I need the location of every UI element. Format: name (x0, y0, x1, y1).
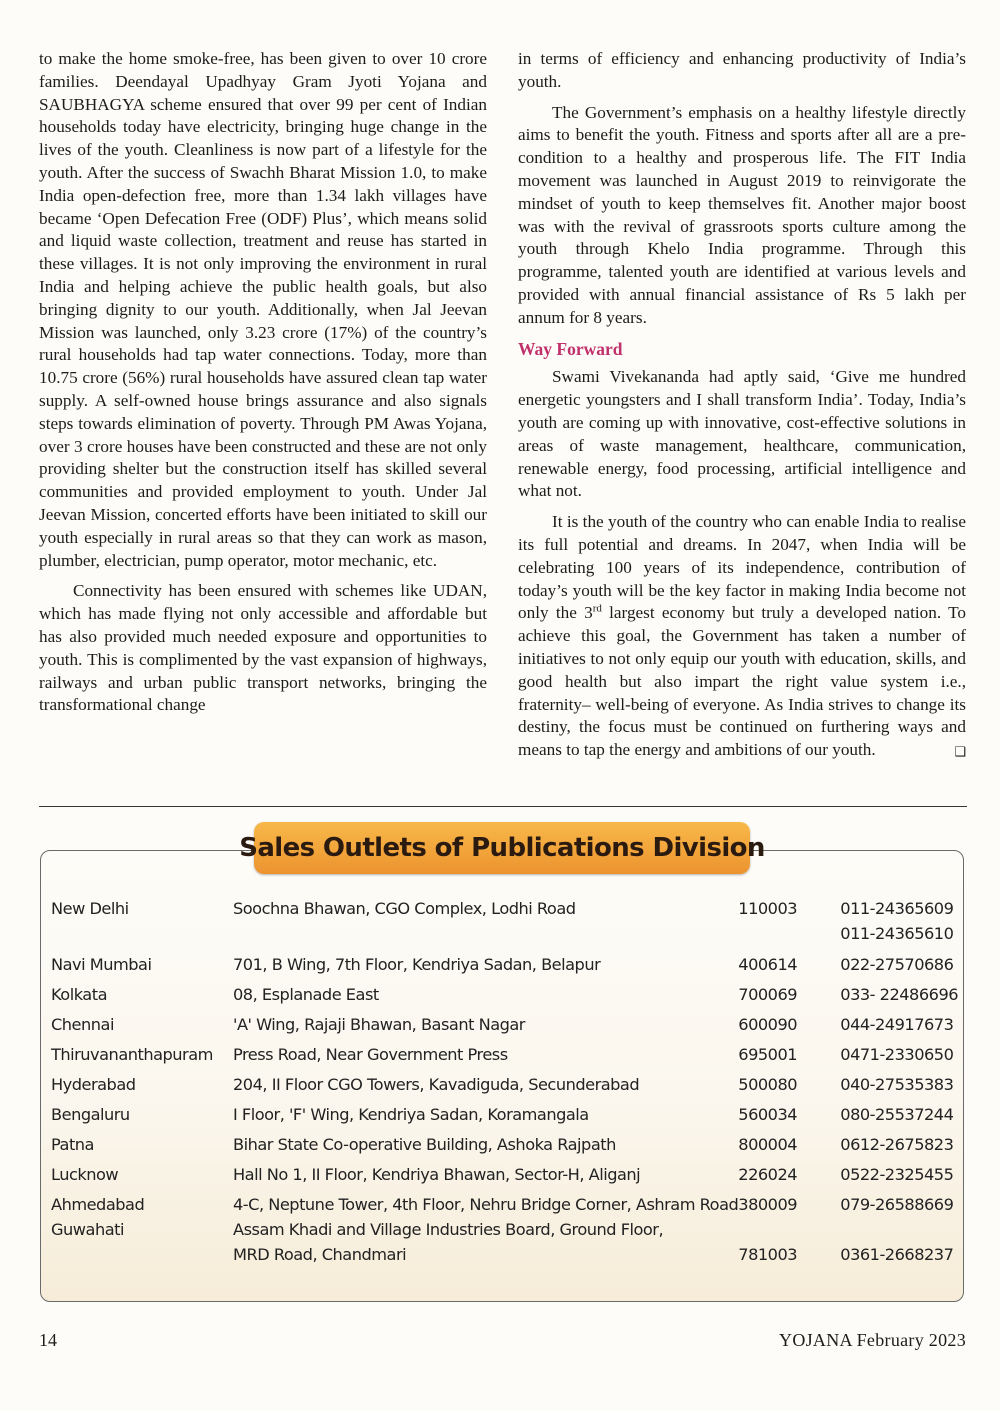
outlets-table (51, 896, 980, 1267)
outlet-city-line: Kolkata (51, 985, 107, 1004)
outlet-address-line: I Floor, 'F' Wing, Kendriya Sadan, Koramangala (233, 1105, 589, 1124)
outlet-pin (738, 1132, 840, 1162)
outlet-city (51, 896, 233, 952)
outlet-row (51, 1132, 980, 1162)
page-number: 14 (39, 1330, 57, 1350)
outlet-phone-line: 0361-2668237 (840, 1245, 954, 1264)
outlet-city (51, 1072, 233, 1102)
outlet-pin-line: 781003 (738, 1245, 798, 1264)
outlet-city-line: Chennai (51, 1015, 114, 1034)
outlet-city (51, 1132, 233, 1162)
end-of-article-icon: ❑ (954, 745, 966, 761)
outlet-phone-line: 033- 22486696 (840, 985, 959, 1004)
outlet-phone (840, 896, 980, 952)
left-paragraph-2: Connectivity has been ensured with schemes like UDAN, which has made flying not only accessible and affordable but has also provided much needed exposure and opportunities to youth. This is complimented by the vast expansion of highways, railways and urban public transport networks, bringing the transformational change (39, 581, 487, 715)
p4-superscript: rd (592, 602, 602, 615)
outlet-city-line: Thiruvananthapuram (51, 1045, 213, 1064)
outlets-title: Sales Outlets of Publications Division (254, 822, 750, 874)
outlet-address (233, 1102, 738, 1132)
outlet-city-line: Patna (51, 1135, 94, 1154)
right-paragraph-3: Swami Vivekananda had aptly said, ‘Give me hundred energetic youngsters and I shall transform India’. Today, India’s youth are coming up with innovative, cost-effective solutions in areas of waste management, healthcare, communication, renewable energy, food processing, artificial intelligence and what not. (518, 367, 966, 501)
outlet-city (51, 1042, 233, 1072)
outlet-phone-line: 079-26588669 (840, 1195, 954, 1214)
outlet-pin-line: 380009 (738, 1195, 798, 1214)
outlet-row (51, 1217, 980, 1267)
outlet-row (51, 952, 980, 982)
outlet-row (51, 1012, 980, 1042)
outlet-address (233, 1042, 738, 1072)
outlet-address-line: Soochna Bhawan, CGO Complex, Lodhi Road (233, 899, 576, 918)
outlet-pin (738, 1192, 840, 1217)
outlet-pin (738, 982, 840, 1012)
left-paragraph-1: to make the home smoke-free, has been given to over 10 crore families. Deendayal Upadhyay Gram Jyoti Yojana and SAUBHAGYA scheme ensured that over 99 per cent of Indian households today have electricity, bringing huge change in the lives of the youth. Cleanliness is now part of a lifestyle for the youth. After the success of Swachh Bharat Mission 1.0, to make India open-defection free, more than 1.34 lakh villages have became ‘Open Defecation Free (ODF) Plus’, which means solid and liquid waste collection, treatment and reuse has started in these villages. It is not only improving the environment in rural India and helping achieve the public health goals, but also bringing dignity to our youth. Additionally, when Jal Jeevan Mission was launched, only 3.23 crore (17%) of the country’s rural households had tap water connections. Today, more than 10.75 crore (56%) rural households have assured clean tap water supply. A self-owned house brings assurance and also signals steps towards elimination of poverty. Through PM Awas Yojana, over 3 crore houses have been constructed and these are not only providing shelter but the construction itself has skilled several communities and provided employment to youth. Under Jal Jeevan Mission, concerted efforts have been initiated to skill our youth especially in rural areas so that they can work as mason, plumber, electrician, pump operator, motor mechanic, etc. (39, 49, 487, 570)
outlet-pin (738, 1042, 840, 1072)
outlet-address-line: 204, II Floor CGO Towers, Kavadiguda, Secunderabad (233, 1075, 640, 1094)
outlet-city-line: Lucknow (51, 1165, 119, 1184)
outlet-city-line: Ahmedabad (51, 1195, 145, 1214)
outlet-pin (738, 952, 840, 982)
outlet-city (51, 982, 233, 1012)
outlet-phone (840, 1132, 980, 1162)
outlet-city (51, 1102, 233, 1132)
outlet-phone (840, 1102, 980, 1132)
outlet-pin-line: 695001 (738, 1045, 798, 1064)
outlet-phone (840, 952, 980, 982)
p4-text-after: largest economy but truly a developed nation. To achieve this goal, the Government has taken a number of initiatives to not only equip our youth with education, skills, and good health but also impart the right value system i.e., fraternity– well-being of everyone. As India strives to change its destiny, the focus must be continued on furthering ways and means to tap the energy and ambitions of our youth. (518, 603, 966, 760)
outlet-address-line: 701, B Wing, 7th Floor, Kendriya Sadan, Belapur (233, 955, 601, 974)
outlet-row (51, 982, 980, 1012)
outlet-row (51, 896, 980, 952)
outlet-address-line-2: MRD Road, Chandmari (233, 1245, 407, 1264)
left-column (39, 48, 487, 725)
outlet-address (233, 1192, 738, 1217)
outlet-phone (840, 1192, 980, 1217)
outlet-address (233, 982, 738, 1012)
outlet-phone-line: 011-24365609 (840, 899, 954, 918)
outlet-address (233, 952, 738, 982)
outlet-phone (840, 982, 980, 1012)
outlet-phone-line-2: 011-24365610 (840, 924, 954, 943)
outlet-city-line: Hyderabad (51, 1075, 136, 1094)
outlet-address (233, 1012, 738, 1042)
outlet-pin (738, 1217, 840, 1267)
outlet-phone (840, 1012, 980, 1042)
outlet-address-line: Hall No 1, II Floor, Kendriya Bhawan, Sector-H, Aliganj (233, 1165, 641, 1184)
outlet-pin (738, 896, 840, 952)
outlet-phone (840, 1072, 980, 1102)
outlet-city-line: New Delhi (51, 899, 129, 918)
outlet-pin-line: 110003 (738, 899, 798, 918)
outlet-phone-line: 0522-2325455 (840, 1165, 954, 1184)
outlet-address (233, 896, 738, 952)
outlet-address (233, 1072, 738, 1102)
outlet-row (51, 1072, 980, 1102)
outlet-city (51, 1012, 233, 1042)
outlet-pin (738, 1162, 840, 1192)
outlet-city (51, 1217, 233, 1267)
outlet-pin-line: 560034 (738, 1105, 798, 1124)
outlet-phone-line: 022-27570686 (840, 955, 954, 974)
outlet-address (233, 1132, 738, 1162)
outlet-pin (738, 1072, 840, 1102)
outlet-pin (738, 1102, 840, 1132)
outlet-pin (738, 1012, 840, 1042)
outlet-city-line: Bengaluru (51, 1105, 130, 1124)
right-column (518, 48, 966, 770)
outlet-pin-line: 600090 (738, 1015, 798, 1034)
outlet-phone (840, 1162, 980, 1192)
outlet-row (51, 1192, 980, 1217)
outlet-row (51, 1042, 980, 1072)
right-paragraph-1: in terms of efficiency and enhancing productivity of India’s youth. (518, 49, 966, 91)
outlet-address-line: Assam Khadi and Village Industries Board, Ground Floor, (233, 1220, 664, 1239)
p4-text-before: It is the youth of the country who can enable India to realise its full potential and dreams. In 2047, when India will be celebrating 100 years of its independence, contribution of today’s youth will be the key factor in making India become not only the 3 (518, 512, 966, 623)
outlet-phone-line: 044-24917673 (840, 1015, 954, 1034)
outlet-phone-line: 040-27535383 (840, 1075, 954, 1094)
outlet-city-line: Guwahati (51, 1220, 124, 1239)
outlet-address-line: 'A' Wing, Rajaji Bhawan, Basant Nagar (233, 1015, 525, 1034)
outlet-city (51, 952, 233, 982)
outlet-address (233, 1162, 738, 1192)
outlet-city (51, 1162, 233, 1192)
outlet-phone-line: 0612-2675823 (840, 1135, 954, 1154)
right-paragraph-4 (518, 511, 966, 762)
outlet-address-line: Press Road, Near Government Press (233, 1045, 508, 1064)
outlet-pin-line: 500080 (738, 1075, 798, 1094)
outlet-pin-line: 226024 (738, 1165, 798, 1184)
outlet-pin-line: 800004 (738, 1135, 798, 1154)
outlet-phone (840, 1217, 980, 1267)
magazine-issue: YOJANA February 2023 (779, 1330, 966, 1350)
outlet-row (51, 1162, 980, 1192)
outlet-address (233, 1217, 738, 1267)
outlets-table-body (51, 896, 980, 1267)
right-paragraph-2: The Government’s emphasis on a healthy lifestyle directly aims to benefit the youth. Fitness and sports after all are a pre-condition to a healthy and prosperous life. The FIT India movement was launched in August 2019 to reinvigorate the mindset of youth to keep themselves fit. Another major boost was with the revival of grassroots sports culture among the youth through Khelo India programme. Through this programme, talented youth are identified at various levels and provided with annual financial assistance of Rs 5 lakh per annum for 8 years. (518, 102, 966, 327)
section-divider (39, 806, 967, 807)
outlet-pin-line: 700069 (738, 985, 798, 1004)
outlet-phone-line: 080-25537244 (840, 1105, 954, 1124)
outlet-address-line: Bihar State Co-operative Building, Ashoka Rajpath (233, 1135, 616, 1154)
outlet-address-line: 08, Esplanade East (233, 985, 379, 1004)
outlet-address-line: 4-C, Neptune Tower, 4th Floor, Nehru Bridge Corner, Ashram Road (233, 1195, 739, 1214)
outlet-city (51, 1192, 233, 1217)
outlet-row (51, 1102, 980, 1132)
outlet-phone (840, 1042, 980, 1072)
outlet-pin-line: 400614 (738, 955, 798, 974)
outlet-phone-line: 0471-2330650 (840, 1045, 954, 1064)
section-heading-way-forward: Way Forward (518, 338, 623, 359)
outlet-city-line: Navi Mumbai (51, 955, 152, 974)
